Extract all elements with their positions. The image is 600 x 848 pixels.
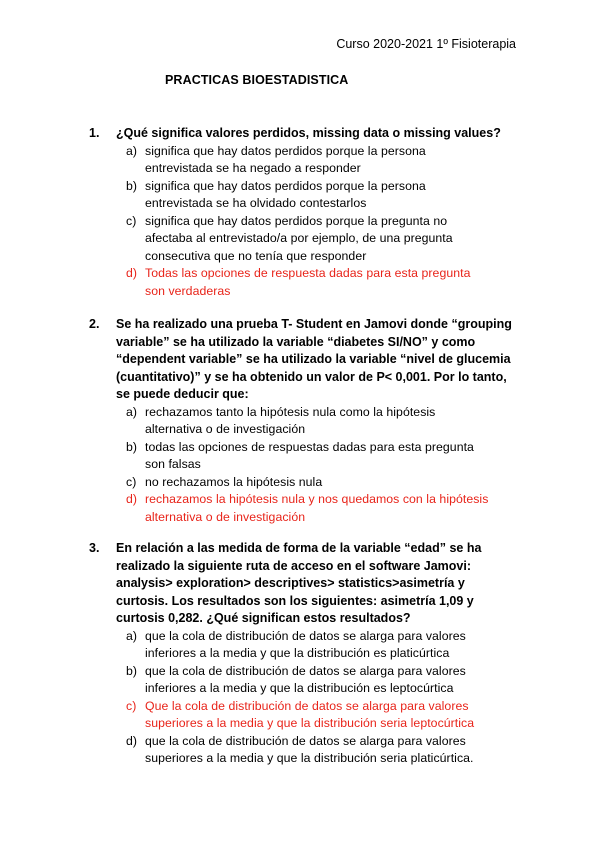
question-2 (89, 316, 529, 526)
option-a (126, 404, 494, 439)
option-text: Todas las opciones de respuesta dadas para esta pregunta son verdaderas (145, 266, 471, 298)
option-letter: a) (126, 143, 138, 158)
option-letter: c) (126, 698, 137, 713)
option-b (126, 663, 476, 698)
answer-options (89, 404, 494, 527)
question-number: 2. (89, 317, 100, 331)
option-text: rechazamos la hipótesis nula y nos quedamos con la hipótesis alternativa o de investigación (145, 492, 489, 524)
question-2-heading (89, 316, 520, 404)
question-1 (89, 125, 529, 300)
option-c (126, 474, 494, 492)
option-text: significa que hay datos perdidos porque la pregunta no afectaba al entrevistado/a por ejemplo, de una pregunta consecutiva que no tenía que responder (145, 213, 453, 263)
option-text: que la cola de distribución de datos se alarga para valores superiores a la media y que la distribución seria platicúrtica. (145, 733, 474, 765)
option-d-correct (126, 265, 481, 300)
question-3-heading (89, 540, 508, 628)
option-text: Que la cola de distribución de datos se alarga para valores superiores a la media y que la distribución seria leptocúrtica (145, 698, 475, 730)
answer-options (89, 628, 476, 768)
option-a (126, 143, 481, 178)
option-letter: c) (126, 213, 137, 228)
option-letter: d) (126, 733, 138, 748)
option-text: no rechazamos la hipótesis nula (145, 474, 323, 489)
option-letter: d) (126, 266, 138, 280)
option-letter: b) (126, 178, 138, 193)
option-text: todas las opciones de respuestas dadas para esta pregunta son falsas (145, 439, 474, 471)
option-b (126, 178, 481, 213)
course-header: Curso 2020-2021 1º Fisioterapia (336, 37, 516, 51)
option-text: significa que hay datos perdidos porque la persona entrevistada se ha negado a responder (145, 143, 426, 175)
question-number: 3. (89, 541, 100, 555)
option-c (126, 213, 481, 266)
answer-options (89, 143, 481, 301)
question-text: Se ha realizado una prueba T- Student en Jamovi donde “grouping variable” se ha utilizado la variable “diabetes SI/NO” y como “dependent variable” se ha utilizado la variable “nivel de glucemia (cuantitativo)” y se ha obtenido un valor de P< 0,001. Por lo tanto, se puede deducir que: (116, 317, 512, 401)
option-text: rechazamos tanto la hipótesis nula como la hipótesis alternativa o de investigación (145, 404, 436, 436)
question-number: 1. (89, 126, 100, 140)
question-3 (89, 540, 529, 768)
option-d (126, 733, 476, 768)
page-title: PRACTICAS BIOESTADISTICA (165, 73, 349, 87)
option-b (126, 439, 494, 474)
question-1-heading (89, 125, 529, 143)
option-letter: b) (126, 663, 138, 678)
option-letter: c) (126, 474, 137, 489)
option-text: que la cola de distribución de datos se alarga para valores inferiores a la media y que la distribución es platicúrtica (145, 628, 466, 660)
option-letter: a) (126, 404, 138, 419)
option-d-correct (126, 491, 494, 526)
question-text: ¿Qué significa valores perdidos, missing data o missing values? (116, 126, 501, 140)
option-text: significa que hay datos perdidos porque la persona entrevistada se ha olvidado contestarlos (145, 178, 426, 210)
option-letter: a) (126, 628, 138, 643)
question-text: En relación a las medida de forma de la variable “edad” se ha realizado la siguiente ruta de acceso en el software Jamovi: analysis> exploration> descriptives> statistics>asimetría y curtosis. Los resultados son los siguientes: asimetría 1,09 y curtosis 0,282. ¿Qué significan estos resultados? (116, 541, 482, 625)
option-letter: b) (126, 439, 138, 454)
option-text: que la cola de distribución de datos se alarga para valores inferiores a la media y que la distribución es leptocúrtica (145, 663, 466, 695)
option-a (126, 628, 476, 663)
option-letter: d) (126, 492, 138, 506)
option-c-correct (126, 698, 476, 733)
